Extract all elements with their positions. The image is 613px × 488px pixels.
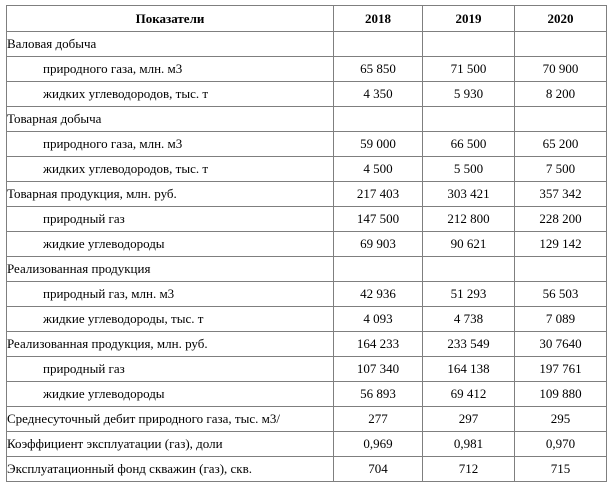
cell-2018: 4 350 [334, 82, 423, 107]
row-label: жидких углеводородов, тыс. т [7, 82, 334, 107]
row-label: Эксплуатационный фонд скважин (газ), скв. [7, 457, 334, 482]
cell-2020: 30 7640 [515, 332, 607, 357]
cell-2018: 704 [334, 457, 423, 482]
cell-2019: 69 412 [423, 382, 515, 407]
row-label: Реализованная продукция, млн. руб. [7, 332, 334, 357]
header-indicators: Показатели [7, 6, 334, 32]
cell-2018: 65 850 [334, 57, 423, 82]
cell-2020 [515, 257, 607, 282]
row-label: Валовая добыча [7, 32, 334, 57]
cell-2019 [423, 107, 515, 132]
cell-2020: 197 761 [515, 357, 607, 382]
table-row [7, 307, 607, 332]
cell-2018: 147 500 [334, 207, 423, 232]
row-label: Товарная продукция, млн. руб. [7, 182, 334, 207]
cell-2019: 5 930 [423, 82, 515, 107]
row-label: Среднесуточный дебит природного газа, тыс. м3/ [7, 407, 334, 432]
cell-2018 [334, 32, 423, 57]
cell-2018: 164 233 [334, 332, 423, 357]
table-row [7, 432, 607, 457]
table-row [7, 82, 607, 107]
table-row [7, 132, 607, 157]
cell-2019: 233 549 [423, 332, 515, 357]
cell-2020: 65 200 [515, 132, 607, 157]
cell-2020: 56 503 [515, 282, 607, 307]
header-2019: 2019 [423, 6, 515, 32]
cell-2020: 228 200 [515, 207, 607, 232]
row-label: природный газ, млн. м3 [7, 282, 334, 307]
header-row [7, 6, 607, 32]
cell-2018: 217 403 [334, 182, 423, 207]
row-label: природного газа, млн. м3 [7, 57, 334, 82]
indicators-table [6, 5, 607, 482]
table-row [7, 157, 607, 182]
table-row [7, 107, 607, 132]
table-row [7, 257, 607, 282]
cell-2019 [423, 32, 515, 57]
cell-2019: 51 293 [423, 282, 515, 307]
header-2018: 2018 [334, 6, 423, 32]
table-row [7, 207, 607, 232]
row-label: жидких углеводородов, тыс. т [7, 157, 334, 182]
cell-2018: 59 000 [334, 132, 423, 157]
cell-2019: 4 738 [423, 307, 515, 332]
cell-2019: 5 500 [423, 157, 515, 182]
cell-2019: 303 421 [423, 182, 515, 207]
cell-2018: 4 500 [334, 157, 423, 182]
cell-2020 [515, 32, 607, 57]
cell-2020: 715 [515, 457, 607, 482]
cell-2020: 129 142 [515, 232, 607, 257]
row-label: природный газ [7, 357, 334, 382]
cell-2020: 8 200 [515, 82, 607, 107]
cell-2018 [334, 107, 423, 132]
row-label: жидкие углеводороды [7, 232, 334, 257]
cell-2018: 56 893 [334, 382, 423, 407]
cell-2020: 70 900 [515, 57, 607, 82]
cell-2019: 297 [423, 407, 515, 432]
table-row [7, 57, 607, 82]
table-row [7, 407, 607, 432]
table-row [7, 182, 607, 207]
row-label: Реализованная продукция [7, 257, 334, 282]
cell-2019: 164 138 [423, 357, 515, 382]
row-label: природного газа, млн. м3 [7, 132, 334, 157]
table-row [7, 457, 607, 482]
cell-2020: 109 880 [515, 382, 607, 407]
cell-2018: 42 936 [334, 282, 423, 307]
header-2020: 2020 [515, 6, 607, 32]
cell-2019 [423, 257, 515, 282]
cell-2020 [515, 107, 607, 132]
cell-2020: 7 089 [515, 307, 607, 332]
table-row [7, 332, 607, 357]
row-label: жидкие углеводороды [7, 382, 334, 407]
cell-2020: 357 342 [515, 182, 607, 207]
cell-2018: 4 093 [334, 307, 423, 332]
cell-2018: 277 [334, 407, 423, 432]
cell-2019: 71 500 [423, 57, 515, 82]
row-label: жидкие углеводороды, тыс. т [7, 307, 334, 332]
table-row [7, 382, 607, 407]
cell-2019: 0,981 [423, 432, 515, 457]
cell-2018: 69 903 [334, 232, 423, 257]
cell-2018 [334, 257, 423, 282]
row-label: Коэффициент эксплуатации (газ), доли [7, 432, 334, 457]
cell-2020: 7 500 [515, 157, 607, 182]
cell-2019: 212 800 [423, 207, 515, 232]
cell-2019: 90 621 [423, 232, 515, 257]
row-label: Товарная добыча [7, 107, 334, 132]
table-row [7, 232, 607, 257]
cell-2018: 0,969 [334, 432, 423, 457]
table-body [7, 32, 607, 482]
cell-2020: 0,970 [515, 432, 607, 457]
table-row [7, 32, 607, 57]
cell-2020: 295 [515, 407, 607, 432]
row-label: природный газ [7, 207, 334, 232]
table-row [7, 282, 607, 307]
cell-2019: 66 500 [423, 132, 515, 157]
table-row [7, 357, 607, 382]
cell-2019: 712 [423, 457, 515, 482]
cell-2018: 107 340 [334, 357, 423, 382]
